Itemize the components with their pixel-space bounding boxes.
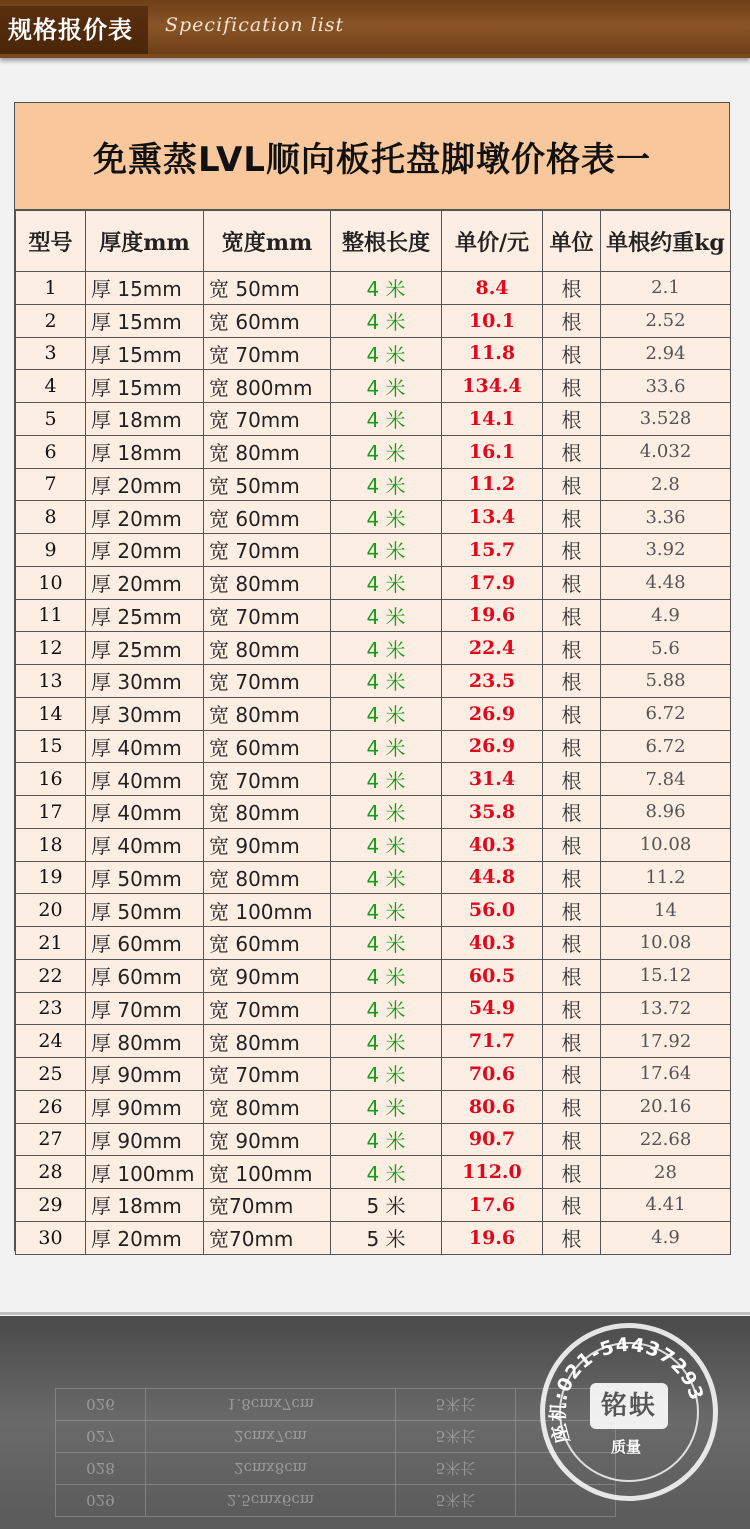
cell-model: 8 bbox=[16, 501, 86, 534]
cell-width: 宽 80mm bbox=[204, 632, 331, 665]
cell-weight: 3.528 bbox=[601, 403, 731, 436]
cell-price: 14.1 bbox=[442, 403, 543, 436]
cell-length: 5 米 bbox=[331, 1189, 442, 1222]
cell-length: 4 米 bbox=[331, 1156, 442, 1189]
cell-unit: 根 bbox=[543, 632, 601, 665]
cell-width: 宽 50mm bbox=[204, 468, 331, 501]
cell-model: 7 bbox=[16, 468, 86, 501]
cell-thickness: 厚 70mm bbox=[86, 992, 204, 1025]
table-row bbox=[16, 403, 731, 436]
cell-weight: 4.9 bbox=[601, 599, 731, 632]
cell-unit: 根 bbox=[543, 927, 601, 960]
cell-unit: 根 bbox=[543, 1090, 601, 1123]
cell-width: 宽 60mm bbox=[204, 304, 331, 337]
cell-length: 4 米 bbox=[331, 697, 442, 730]
cell-thickness: 厚 20mm bbox=[86, 1221, 204, 1254]
cell-length: 4 米 bbox=[331, 992, 442, 1025]
cell-length: 5 米 bbox=[331, 1221, 442, 1254]
cell-model: 9 bbox=[16, 534, 86, 567]
cell-length: 4 米 bbox=[331, 1123, 442, 1156]
table-row bbox=[16, 828, 731, 861]
cell-unit: 根 bbox=[543, 534, 601, 567]
cell-width: 宽 90mm bbox=[204, 828, 331, 861]
cell-unit: 根 bbox=[543, 468, 601, 501]
cell-width: 宽 70mm bbox=[204, 665, 331, 698]
cell-model: 4 bbox=[16, 370, 86, 403]
ghost-cell-len: 5米长 bbox=[396, 1453, 516, 1485]
cell-weight: 13.72 bbox=[601, 992, 731, 1025]
cell-model: 13 bbox=[16, 665, 86, 698]
cell-width: 宽 70mm bbox=[204, 992, 331, 1025]
cell-price: 60.5 bbox=[442, 959, 543, 992]
cell-price: 35.8 bbox=[442, 796, 543, 829]
cell-width: 宽 70mm bbox=[204, 1058, 331, 1091]
cell-weight: 10.08 bbox=[601, 828, 731, 861]
cell-weight: 4.032 bbox=[601, 435, 731, 468]
cell-unit: 根 bbox=[543, 566, 601, 599]
cell-width: 宽 80mm bbox=[204, 1025, 331, 1058]
cell-price: 16.1 bbox=[442, 435, 543, 468]
cell-weight: 11.2 bbox=[601, 861, 731, 894]
cell-weight: 5.88 bbox=[601, 665, 731, 698]
cell-thickness: 厚 40mm bbox=[86, 730, 204, 763]
cell-width: 宽 80mm bbox=[204, 796, 331, 829]
cell-thickness: 厚 18mm bbox=[86, 1189, 204, 1222]
seal-quality-text: 质量 bbox=[611, 1438, 642, 1456]
ghost-cell-len: 5米长 bbox=[396, 1485, 516, 1517]
cell-length: 4 米 bbox=[331, 632, 442, 665]
cell-model: 5 bbox=[16, 403, 86, 436]
cell-width: 宽 90mm bbox=[204, 959, 331, 992]
cell-thickness: 厚 60mm bbox=[86, 959, 204, 992]
ghost-row bbox=[56, 1389, 616, 1421]
cell-width: 宽 800mm bbox=[204, 370, 331, 403]
cell-price: 22.4 bbox=[442, 632, 543, 665]
cell-unit: 根 bbox=[543, 796, 601, 829]
table-row bbox=[16, 1156, 731, 1189]
header-unit: 单位 bbox=[543, 211, 601, 272]
cell-length: 4 米 bbox=[331, 501, 442, 534]
cell-weight: 2.52 bbox=[601, 304, 731, 337]
cell-unit: 根 bbox=[543, 730, 601, 763]
cell-weight: 28 bbox=[601, 1156, 731, 1189]
cell-unit: 根 bbox=[543, 1221, 601, 1254]
cell-unit: 根 bbox=[543, 337, 601, 370]
header-banner bbox=[0, 0, 750, 58]
table-title: 免熏蒸LVL顺向板托盘脚墩价格表一 bbox=[15, 103, 729, 210]
cell-price: 44.8 bbox=[442, 861, 543, 894]
cell-length: 4 米 bbox=[331, 730, 442, 763]
cell-model: 14 bbox=[16, 697, 86, 730]
cell-model: 22 bbox=[16, 959, 86, 992]
cell-width: 宽 100mm bbox=[204, 894, 331, 927]
cell-unit: 根 bbox=[543, 697, 601, 730]
cell-weight: 15.12 bbox=[601, 959, 731, 992]
cell-length: 4 米 bbox=[331, 534, 442, 567]
cell-weight: 33.6 bbox=[601, 370, 731, 403]
cell-price: 17.6 bbox=[442, 1189, 543, 1222]
cell-unit: 根 bbox=[543, 959, 601, 992]
cell-length: 4 米 bbox=[331, 435, 442, 468]
cell-model: 20 bbox=[16, 894, 86, 927]
cell-model: 10 bbox=[16, 566, 86, 599]
cell-width: 宽 60mm bbox=[204, 501, 331, 534]
cell-unit: 根 bbox=[543, 763, 601, 796]
cell-length: 4 米 bbox=[331, 894, 442, 927]
table-header-row bbox=[16, 211, 731, 272]
cell-unit: 根 bbox=[543, 828, 601, 861]
table-row bbox=[16, 534, 731, 567]
cell-price: 10.1 bbox=[442, 304, 543, 337]
cell-weight: 14 bbox=[601, 894, 731, 927]
cell-price: 56.0 bbox=[442, 894, 543, 927]
cell-width: 宽 80mm bbox=[204, 861, 331, 894]
cell-thickness: 厚 90mm bbox=[86, 1123, 204, 1156]
ghost-cell-size: 1.8cmx7cm bbox=[146, 1389, 396, 1421]
cell-model: 15 bbox=[16, 730, 86, 763]
cell-width: 宽 60mm bbox=[204, 730, 331, 763]
header-model: 型号 bbox=[16, 211, 86, 272]
seal-phone: 座机:021-54437293 bbox=[547, 1333, 708, 1446]
cell-price: 90.7 bbox=[442, 1123, 543, 1156]
cell-unit: 根 bbox=[543, 599, 601, 632]
cell-weight: 17.64 bbox=[601, 1058, 731, 1091]
table-row bbox=[16, 272, 731, 305]
table-row bbox=[16, 501, 731, 534]
cell-thickness: 厚 30mm bbox=[86, 697, 204, 730]
cell-price: 15.7 bbox=[442, 534, 543, 567]
cell-price: 26.9 bbox=[442, 697, 543, 730]
cell-thickness: 厚 20mm bbox=[86, 566, 204, 599]
table-row bbox=[16, 763, 731, 796]
cell-model: 24 bbox=[16, 1025, 86, 1058]
cell-price: 40.3 bbox=[442, 828, 543, 861]
cell-price: 80.6 bbox=[442, 1090, 543, 1123]
company-seal bbox=[540, 1323, 718, 1501]
cell-length: 4 米 bbox=[331, 599, 442, 632]
cell-model: 29 bbox=[16, 1189, 86, 1222]
cell-width: 宽 90mm bbox=[204, 1123, 331, 1156]
cell-price: 40.3 bbox=[442, 927, 543, 960]
table-row bbox=[16, 697, 731, 730]
cell-unit: 根 bbox=[543, 501, 601, 534]
cell-thickness: 厚 60mm bbox=[86, 927, 204, 960]
cell-thickness: 厚 15mm bbox=[86, 370, 204, 403]
ghost-cell-size: 2cmx8cm bbox=[146, 1453, 396, 1485]
cell-length: 4 米 bbox=[331, 763, 442, 796]
cell-thickness: 厚 15mm bbox=[86, 272, 204, 305]
cell-price: 17.9 bbox=[442, 566, 543, 599]
cell-price: 26.9 bbox=[442, 730, 543, 763]
cell-weight: 20.16 bbox=[601, 1090, 731, 1123]
table-row bbox=[16, 1058, 731, 1091]
cell-unit: 根 bbox=[543, 1156, 601, 1189]
cell-unit: 根 bbox=[543, 1025, 601, 1058]
cell-model: 18 bbox=[16, 828, 86, 861]
cell-thickness: 厚 20mm bbox=[86, 534, 204, 567]
cell-unit: 根 bbox=[543, 1058, 601, 1091]
cell-width: 宽 80mm bbox=[204, 1090, 331, 1123]
table-row bbox=[16, 1123, 731, 1156]
table-row bbox=[16, 566, 731, 599]
cell-unit: 根 bbox=[543, 1123, 601, 1156]
cell-length: 4 米 bbox=[331, 1058, 442, 1091]
bottom-divider bbox=[0, 1312, 750, 1315]
cell-width: 宽70mm bbox=[204, 1189, 331, 1222]
table-row bbox=[16, 861, 731, 894]
cell-price: 8.4 bbox=[442, 272, 543, 305]
table-row bbox=[16, 1189, 731, 1222]
cell-model: 28 bbox=[16, 1156, 86, 1189]
cell-price: 134.4 bbox=[442, 370, 543, 403]
banner-divider bbox=[0, 54, 750, 58]
cell-model: 11 bbox=[16, 599, 86, 632]
cell-weight: 4.41 bbox=[601, 1189, 731, 1222]
cell-price: 19.6 bbox=[442, 599, 543, 632]
cell-unit: 根 bbox=[543, 1189, 601, 1222]
cell-length: 4 米 bbox=[331, 1090, 442, 1123]
ghost-cell-size: 2cmx7cm bbox=[146, 1421, 396, 1453]
cell-unit: 根 bbox=[543, 992, 601, 1025]
cell-thickness: 厚 80mm bbox=[86, 1025, 204, 1058]
cell-model: 26 bbox=[16, 1090, 86, 1123]
cell-model: 3 bbox=[16, 337, 86, 370]
cell-model: 12 bbox=[16, 632, 86, 665]
cell-unit: 根 bbox=[543, 435, 601, 468]
table-row bbox=[16, 370, 731, 403]
price-table-sheet bbox=[14, 102, 730, 1251]
cell-weight: 2.94 bbox=[601, 337, 731, 370]
seal-logo-text: 铭蚨 bbox=[590, 1383, 668, 1429]
cell-length: 4 米 bbox=[331, 304, 442, 337]
cell-model: 27 bbox=[16, 1123, 86, 1156]
cell-weight: 4.48 bbox=[601, 566, 731, 599]
cell-width: 宽 70mm bbox=[204, 337, 331, 370]
table-row bbox=[16, 796, 731, 829]
banner-title: 规格报价表 bbox=[0, 6, 148, 54]
cell-length: 4 米 bbox=[331, 1025, 442, 1058]
cell-model: 17 bbox=[16, 796, 86, 829]
cell-width: 宽 100mm bbox=[204, 1156, 331, 1189]
cell-price: 11.2 bbox=[442, 468, 543, 501]
cell-width: 宽 70mm bbox=[204, 599, 331, 632]
cell-unit: 根 bbox=[543, 665, 601, 698]
header-price: 单价/元 bbox=[442, 211, 543, 272]
header-length: 整根长度 bbox=[331, 211, 442, 272]
cell-price: 31.4 bbox=[442, 763, 543, 796]
cell-weight: 2.1 bbox=[601, 272, 731, 305]
cell-thickness: 厚 90mm bbox=[86, 1090, 204, 1123]
cell-unit: 根 bbox=[543, 861, 601, 894]
cell-thickness: 厚 18mm bbox=[86, 435, 204, 468]
header-thickness: 厚度mm bbox=[86, 211, 204, 272]
ghost-cell-size: 2.5cmx6cm bbox=[146, 1485, 396, 1517]
cell-model: 30 bbox=[16, 1221, 86, 1254]
cell-length: 4 米 bbox=[331, 566, 442, 599]
cell-thickness: 厚 25mm bbox=[86, 632, 204, 665]
cell-price: 54.9 bbox=[442, 992, 543, 1025]
cell-width: 宽 70mm bbox=[204, 403, 331, 436]
cell-weight: 6.72 bbox=[601, 697, 731, 730]
cell-unit: 根 bbox=[543, 894, 601, 927]
cell-weight: 3.92 bbox=[601, 534, 731, 567]
cell-price: 19.6 bbox=[442, 1221, 543, 1254]
cell-weight: 4.9 bbox=[601, 1221, 731, 1254]
table-row bbox=[16, 894, 731, 927]
cell-model: 25 bbox=[16, 1058, 86, 1091]
cell-length: 4 米 bbox=[331, 959, 442, 992]
ghost-cell-no: 027 bbox=[56, 1421, 146, 1453]
cell-model: 6 bbox=[16, 435, 86, 468]
cell-thickness: 厚 15mm bbox=[86, 304, 204, 337]
cell-unit: 根 bbox=[543, 272, 601, 305]
cell-price: 11.8 bbox=[442, 337, 543, 370]
cell-unit: 根 bbox=[543, 370, 601, 403]
cell-length: 4 米 bbox=[331, 828, 442, 861]
cell-thickness: 厚 20mm bbox=[86, 501, 204, 534]
cell-weight: 2.8 bbox=[601, 468, 731, 501]
cell-thickness: 厚 30mm bbox=[86, 665, 204, 698]
cell-model: 21 bbox=[16, 927, 86, 960]
cell-thickness: 厚 40mm bbox=[86, 796, 204, 829]
cell-width: 宽 70mm bbox=[204, 763, 331, 796]
cell-width: 宽 80mm bbox=[204, 435, 331, 468]
cell-thickness: 厚 25mm bbox=[86, 599, 204, 632]
cell-thickness: 厚 18mm bbox=[86, 403, 204, 436]
cell-unit: 根 bbox=[543, 304, 601, 337]
banner-subtitle: Specification list bbox=[165, 14, 345, 36]
cell-model: 23 bbox=[16, 992, 86, 1025]
cell-width: 宽 80mm bbox=[204, 566, 331, 599]
cell-model: 2 bbox=[16, 304, 86, 337]
price-table bbox=[15, 210, 731, 1255]
table-row bbox=[16, 1025, 731, 1058]
ghost-cell-len: 5米长 bbox=[396, 1389, 516, 1421]
cell-thickness: 厚 40mm bbox=[86, 763, 204, 796]
cell-price: 71.7 bbox=[442, 1025, 543, 1058]
cell-width: 宽70mm bbox=[204, 1221, 331, 1254]
cell-price: 13.4 bbox=[442, 501, 543, 534]
reflected-table bbox=[55, 1388, 615, 1517]
cell-model: 19 bbox=[16, 861, 86, 894]
cell-weight: 3.36 bbox=[601, 501, 731, 534]
cell-width: 宽 80mm bbox=[204, 697, 331, 730]
ghost-row bbox=[56, 1485, 616, 1517]
cell-width: 宽 60mm bbox=[204, 927, 331, 960]
cell-width: 宽 70mm bbox=[204, 534, 331, 567]
table-row bbox=[16, 304, 731, 337]
table-row bbox=[16, 468, 731, 501]
cell-length: 4 米 bbox=[331, 927, 442, 960]
header-weight: 单根约重kg bbox=[601, 211, 731, 272]
table-row bbox=[16, 599, 731, 632]
ghost-cell-no: 029 bbox=[56, 1485, 146, 1517]
cell-width: 宽 50mm bbox=[204, 272, 331, 305]
table-row bbox=[16, 337, 731, 370]
table-row bbox=[16, 730, 731, 763]
cell-thickness: 厚 15mm bbox=[86, 337, 204, 370]
cell-length: 4 米 bbox=[331, 861, 442, 894]
table-row bbox=[16, 992, 731, 1025]
cell-thickness: 厚 20mm bbox=[86, 468, 204, 501]
table-row bbox=[16, 1090, 731, 1123]
cell-price: 23.5 bbox=[442, 665, 543, 698]
cell-thickness: 厚 50mm bbox=[86, 861, 204, 894]
header-width: 宽度mm bbox=[204, 211, 331, 272]
cell-price: 112.0 bbox=[442, 1156, 543, 1189]
cell-thickness: 厚 40mm bbox=[86, 828, 204, 861]
cell-thickness: 厚 90mm bbox=[86, 1058, 204, 1091]
cell-model: 16 bbox=[16, 763, 86, 796]
cell-length: 4 米 bbox=[331, 370, 442, 403]
cell-weight: 22.68 bbox=[601, 1123, 731, 1156]
cell-thickness: 厚 100mm bbox=[86, 1156, 204, 1189]
cell-length: 4 米 bbox=[331, 796, 442, 829]
cell-weight: 7.84 bbox=[601, 763, 731, 796]
cell-thickness: 厚 50mm bbox=[86, 894, 204, 927]
ghost-row bbox=[56, 1421, 616, 1453]
cell-weight: 17.92 bbox=[601, 1025, 731, 1058]
table-row bbox=[16, 435, 731, 468]
cell-length: 4 米 bbox=[331, 468, 442, 501]
cell-price: 70.6 bbox=[442, 1058, 543, 1091]
ghost-row bbox=[56, 1453, 616, 1485]
cell-unit: 根 bbox=[543, 403, 601, 436]
cell-length: 4 米 bbox=[331, 403, 442, 436]
ghost-cell-no: 028 bbox=[56, 1453, 146, 1485]
cell-length: 4 米 bbox=[331, 272, 442, 305]
cell-weight: 5.6 bbox=[601, 632, 731, 665]
cell-model: 1 bbox=[16, 272, 86, 305]
cell-weight: 8.96 bbox=[601, 796, 731, 829]
cell-length: 4 米 bbox=[331, 337, 442, 370]
cell-length: 4 米 bbox=[331, 665, 442, 698]
table-row bbox=[16, 1221, 731, 1254]
table-row bbox=[16, 959, 731, 992]
ghost-cell-no: 026 bbox=[56, 1389, 146, 1421]
table-row bbox=[16, 632, 731, 665]
table-row bbox=[16, 927, 731, 960]
ghost-cell-len: 5米长 bbox=[396, 1421, 516, 1453]
table-row bbox=[16, 665, 731, 698]
cell-weight: 10.08 bbox=[601, 927, 731, 960]
cell-weight: 6.72 bbox=[601, 730, 731, 763]
